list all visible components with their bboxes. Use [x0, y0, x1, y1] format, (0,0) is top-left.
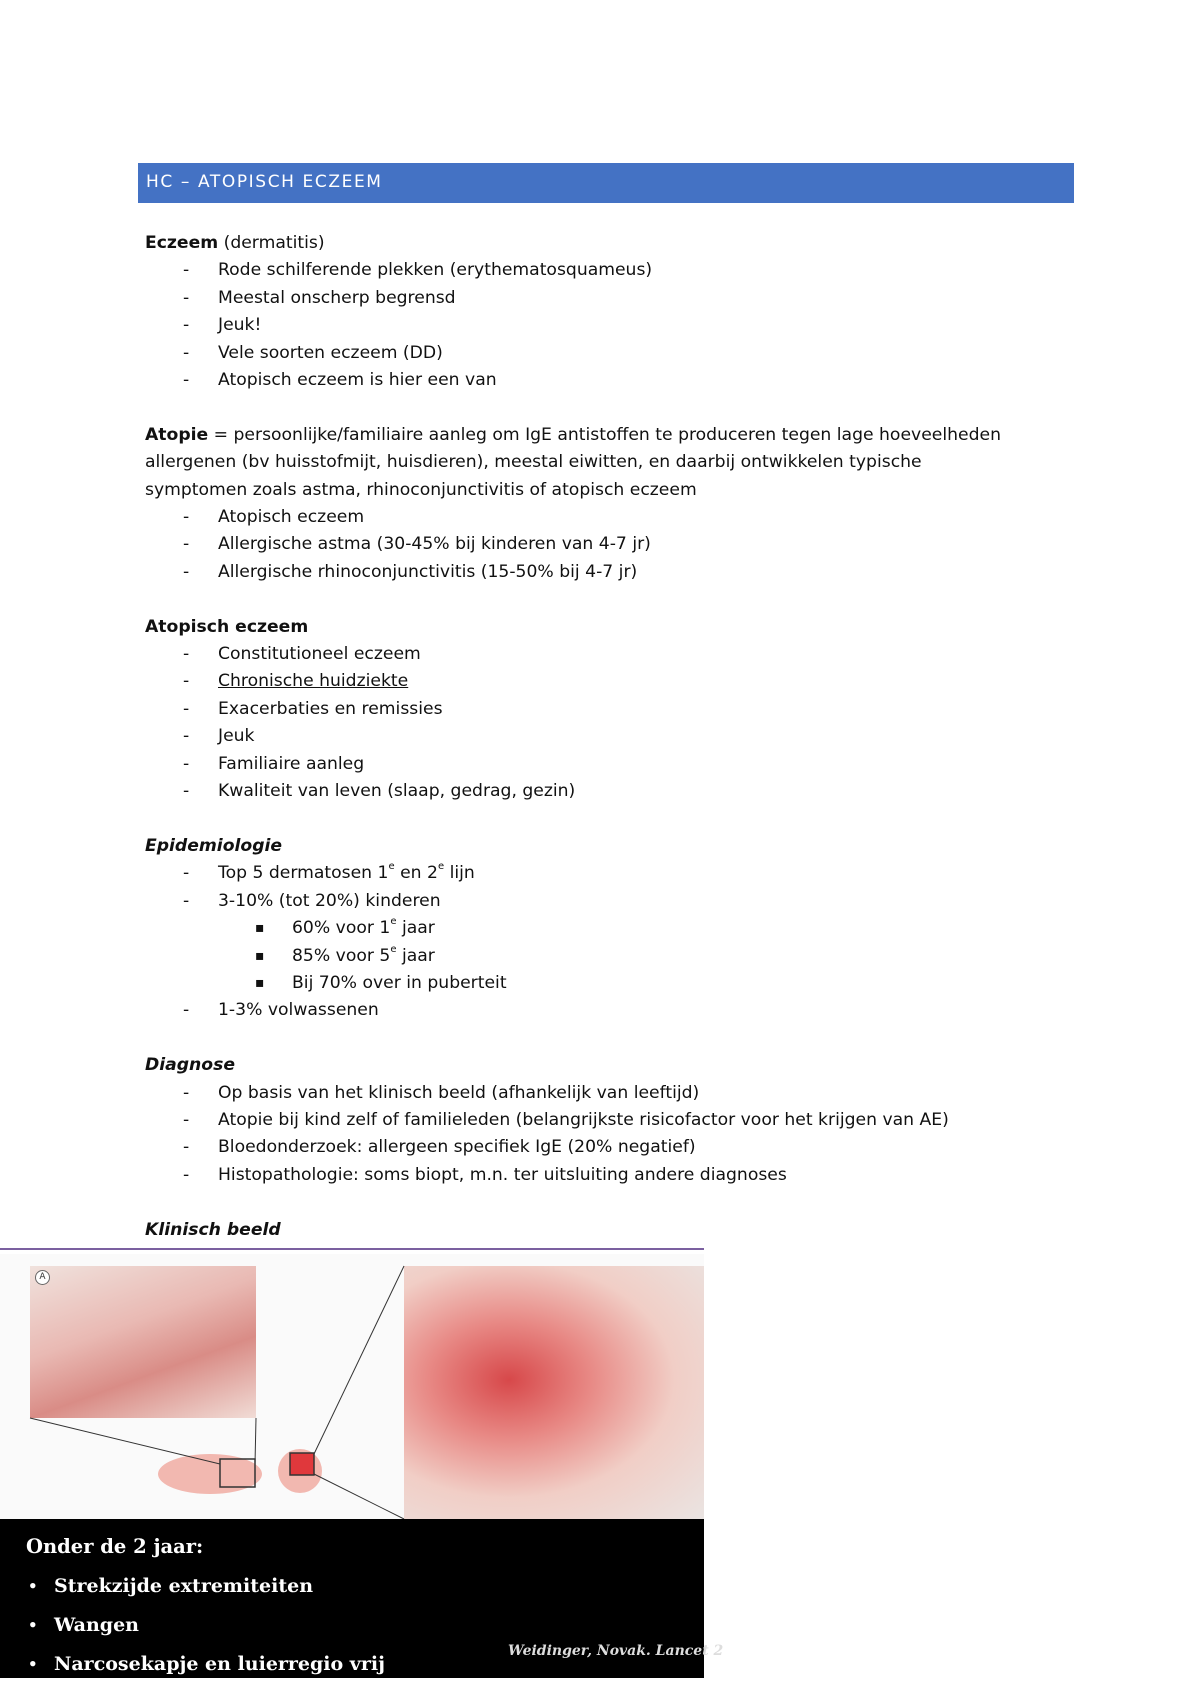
figure-photo-area: [0, 1254, 704, 1519]
caption-item: • Narcosekapje en luierregio vrij: [28, 1653, 385, 1692]
eczeem-heading-line: [145, 230, 1075, 257]
list-item: - Vele soorten eczeem (DD): [145, 340, 1075, 367]
text-run: 85% voor 5: [292, 945, 391, 966]
figure-top-rule: [0, 1248, 704, 1250]
epidemiologie-list-cont: [145, 997, 1075, 1024]
zoom-lines: [0, 1254, 704, 1519]
list-item: [145, 668, 1075, 695]
list-item: - Bloedonderzoek: allergeen specifiek IgE (20% negatief): [145, 1134, 1075, 1161]
eczeem-heading: Eczeem: [145, 233, 219, 253]
zoom-line: [30, 1418, 220, 1464]
atopie-line-3: symptomen zoals astma, rhinoconjunctivitis of atopisch eczeem: [145, 479, 697, 500]
list-item: - Jeuk: [145, 723, 1075, 750]
atopie-definition: [145, 422, 1075, 449]
section-banner: [138, 163, 1074, 203]
superscript: e: [390, 916, 397, 928]
panel-marker: A: [35, 1270, 50, 1285]
list-item: - Jeuk!: [145, 312, 1075, 339]
superscript: e: [437, 861, 445, 873]
list-item: - Rode schilferende plekken (erythematosquameus): [145, 257, 1075, 284]
list-item: - Kwaliteit van leven (slaap, gedrag, gezin): [145, 778, 1075, 805]
list-item: - Allergische rhinoconjunctivitis (15-50% bij 4-7 jr): [145, 559, 1075, 586]
caption-item: • Wangen: [28, 1614, 385, 1653]
text-run: en 2: [394, 863, 438, 884]
clinical-figure: [0, 1248, 724, 1678]
figure-citation: Weidinger, Novak. Lancet 2: [508, 1643, 724, 1659]
figure-caption-panel: [0, 1519, 724, 1678]
caption-item: • Strekzijde extremiteiten: [28, 1575, 385, 1614]
list-item: - Meestal onscherp begrensd: [145, 285, 1075, 312]
banner-title: HC – ATOPISCH ECZEEM: [146, 172, 383, 192]
diagnose-heading: Diagnose: [145, 1055, 235, 1076]
list-item: - Atopisch eczeem is hier een van: [145, 367, 1075, 394]
epidemiologie-list: [145, 860, 1075, 915]
text-run: Top 5 dermatosen 1: [218, 863, 389, 884]
zoom-line: [314, 1266, 404, 1454]
atopie-definition-text: = persoonlijke/familiaire aanleg om IgE antistoffen te produceren tegen lage hoeveelheden: [208, 424, 1001, 445]
caption-title: Onder de 2 jaar:: [26, 1535, 204, 1558]
klinisch-beeld-heading: Klinisch beeld: [145, 1219, 281, 1240]
list-item: - Op basis van het klinisch beeld (afhankelijk van leeftijd): [145, 1080, 1075, 1107]
text-run: jaar: [396, 918, 435, 939]
zoom-line: [314, 1474, 404, 1519]
atopie-line-2: allergenen (bv huisstofmijt, huisdieren), meestal eiwitten, en daarbij ontwikkelen typische: [145, 452, 922, 473]
list-item: - Constitutioneel eczeem: [145, 641, 1075, 668]
eczeem-heading-rest: (dermatitis): [218, 233, 325, 253]
sublist-item: ▪ Bij 70% over in puberteit: [145, 970, 1075, 997]
list-item: [145, 860, 1075, 887]
list-item: - Allergische astma (30-45% bij kinderen van 4-7 jr): [145, 531, 1075, 558]
text-run: lijn: [444, 863, 475, 884]
list-item: - Atopisch eczeem: [145, 504, 1075, 531]
list-item: - Familiaire aanleg: [145, 751, 1075, 778]
sublist-item: [145, 915, 1075, 942]
list-item: - Atopie bij kind zelf of familieleden (belangrijkste risicofactor voor het krijgen van AE): [145, 1107, 1075, 1134]
document-body: [145, 230, 1075, 1244]
superscript: e: [388, 861, 395, 873]
superscript: e: [390, 943, 397, 955]
text-run: 60% voor 1: [292, 918, 391, 939]
atopie-list: [145, 504, 1075, 586]
atopie-term: Atopie: [145, 424, 209, 445]
text-run: jaar: [396, 945, 435, 966]
atopisch-eczeem-list: [145, 641, 1075, 805]
eczeem-list: [145, 257, 1075, 394]
list-item: - Histopathologie: soms biopt, m.n. ter uitsluiting andere diagnoses: [145, 1162, 1075, 1189]
caption-list: [28, 1575, 385, 1692]
underlined-text: Chronische huidziekte: [218, 671, 409, 692]
epidemiologie-sublist: [145, 915, 1075, 997]
zoom-line: [255, 1418, 256, 1464]
list-item: - 1-3% volwassenen: [145, 997, 1075, 1024]
list-item: - 3-10% (tot 20%) kinderen: [145, 888, 1075, 915]
list-item: - Exacerbaties en remissies: [145, 696, 1075, 723]
sublist-item: [145, 943, 1075, 970]
diagnose-list: [145, 1080, 1075, 1190]
atopisch-eczeem-heading: Atopisch eczeem: [145, 616, 309, 637]
epidemiologie-heading: Epidemiologie: [145, 835, 283, 856]
